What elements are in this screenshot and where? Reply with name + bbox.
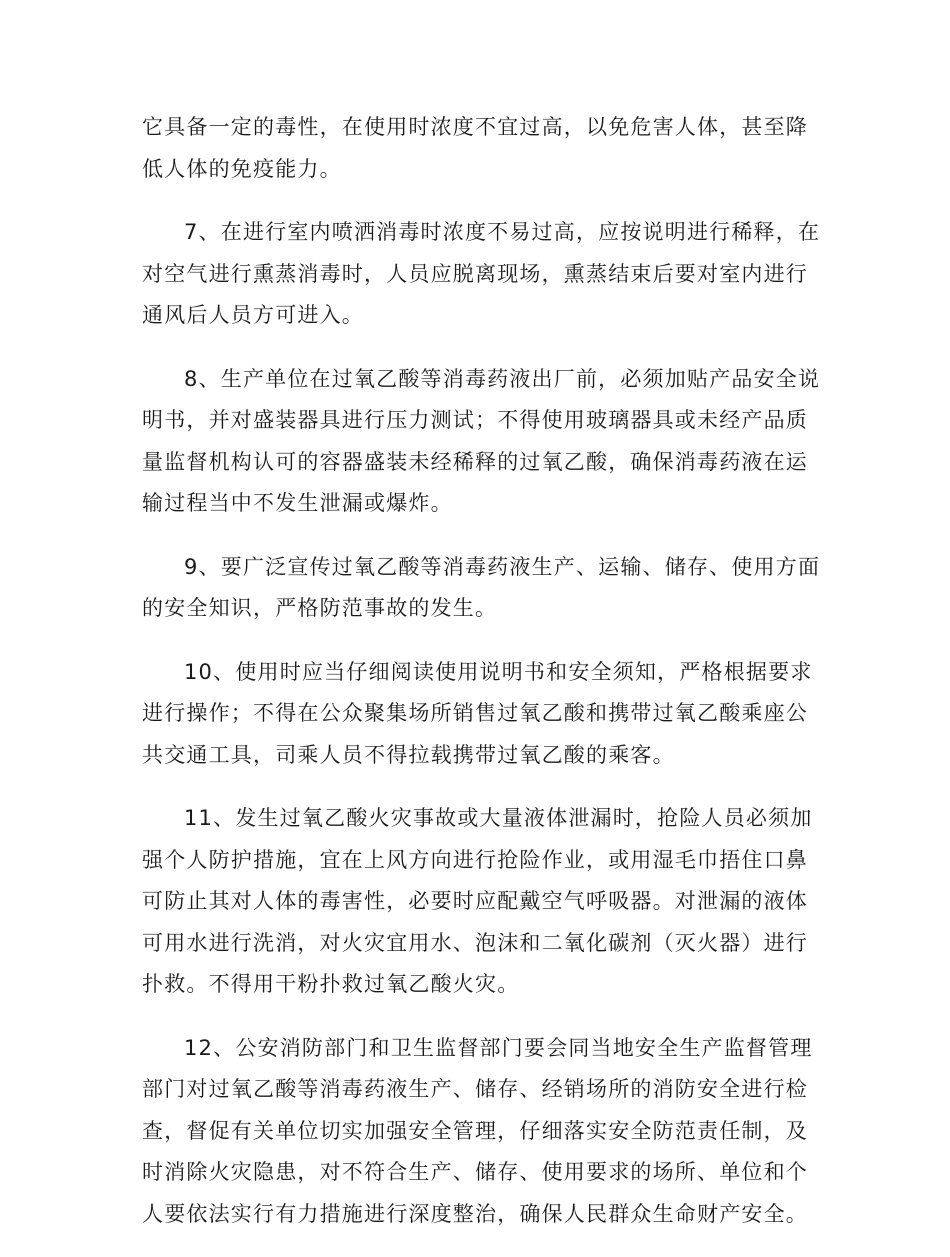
text-line: 强个人防护措施，宜在上风方向进行抢险作业，或用湿毛巾捂住口鼻 — [142, 847, 808, 872]
text-line: 11、发生过氧乙酸火灾事故或大量液体泄漏时，抢险人员必须加 — [184, 806, 813, 830]
text-line: 10、使用时应当仔细阅读使用说明书和安全须知，严格根据要求 — [184, 659, 813, 684]
text-line: 12、公安消防部门和卫生监督部门要会同当地安全生产监督管理 — [184, 1035, 813, 1060]
text-line: 扑救。不得用干粉扑救过氧乙酸火灾。 — [142, 972, 520, 996]
paragraph-item-11 — [142, 798, 812, 1006]
paragraph-continuation — [142, 107, 812, 190]
text-line: 可用水进行洗消，对火灾宜用水、泡沫和二氧化碳剂（灭火器）进行 — [142, 930, 808, 955]
document-body — [142, 107, 821, 1257]
text-line: 可防止其对人体的毒害性，必要时应配戴空气呼吸器。对泄漏的液体 — [142, 889, 808, 913]
text-line: 它具备一定的毒性，在使用时浓度不宜过高，以免危害人体，甚至降 — [142, 115, 808, 139]
text-line: 查，督促有关单位切实加强安全管理，仔细落实安全防范责任制，及 — [142, 1118, 808, 1143]
text-line: 的安全知识，严格防范事故的发生。 — [142, 596, 498, 620]
paragraph-item-9 — [142, 547, 821, 630]
text-line: 共交通工具，司乘人员不得拉载携带过氧乙酸的乘客。 — [142, 742, 675, 767]
text-line: 7、在进行室内喷洒消毒时浓度不易过高，应按说明进行稀释，在 — [184, 220, 821, 244]
text-line: 明书，并对盛装器具进行压力测试；不得使用玻璃器具或未经产品质 — [142, 408, 808, 432]
text-line: 部门对过氧乙酸等消毒药液生产、储存、经销场所的消防安全进行检 — [142, 1077, 808, 1101]
text-line: 进行操作；不得在公众聚集场所销售过氧乙酸和携带过氧乙酸乘座公 — [142, 701, 808, 725]
text-line: 输过程当中不发生泄漏或爆炸。 — [142, 491, 453, 515]
text-line: 时消除火灾隐患，对不符合生产、储存、使用要求的场所、单位和个 — [142, 1160, 808, 1184]
paragraph-item-12 — [142, 1028, 812, 1236]
paragraph-item-8 — [142, 359, 821, 525]
text-line: 量监督机构认可的容器盛装未经稀释的过氧乙酸，确保消毒药液在运 — [142, 449, 808, 474]
text-line: 通风后人员方可进入。 — [142, 303, 364, 327]
paragraph-item-10 — [142, 652, 812, 777]
text-line: 对空气进行熏蒸消毒时，人员应脱离现场，熏蒸结束后要对室内进行 — [142, 261, 808, 286]
text-line: 9、要广泛宣传过氧乙酸等消毒药液生产、运输、储存、使用方面 — [184, 554, 821, 579]
text-line: 8、生产单位在过氧乙酸等消毒药液出厂前，必须加贴产品安全说 — [184, 366, 821, 391]
text-line: 低人体的免疫能力。 — [142, 156, 342, 181]
paragraph-item-7 — [142, 212, 821, 337]
text-line: 人要依法实行有力措施进行深度整治，确保人民群众生命财产安全。 — [142, 1201, 808, 1226]
